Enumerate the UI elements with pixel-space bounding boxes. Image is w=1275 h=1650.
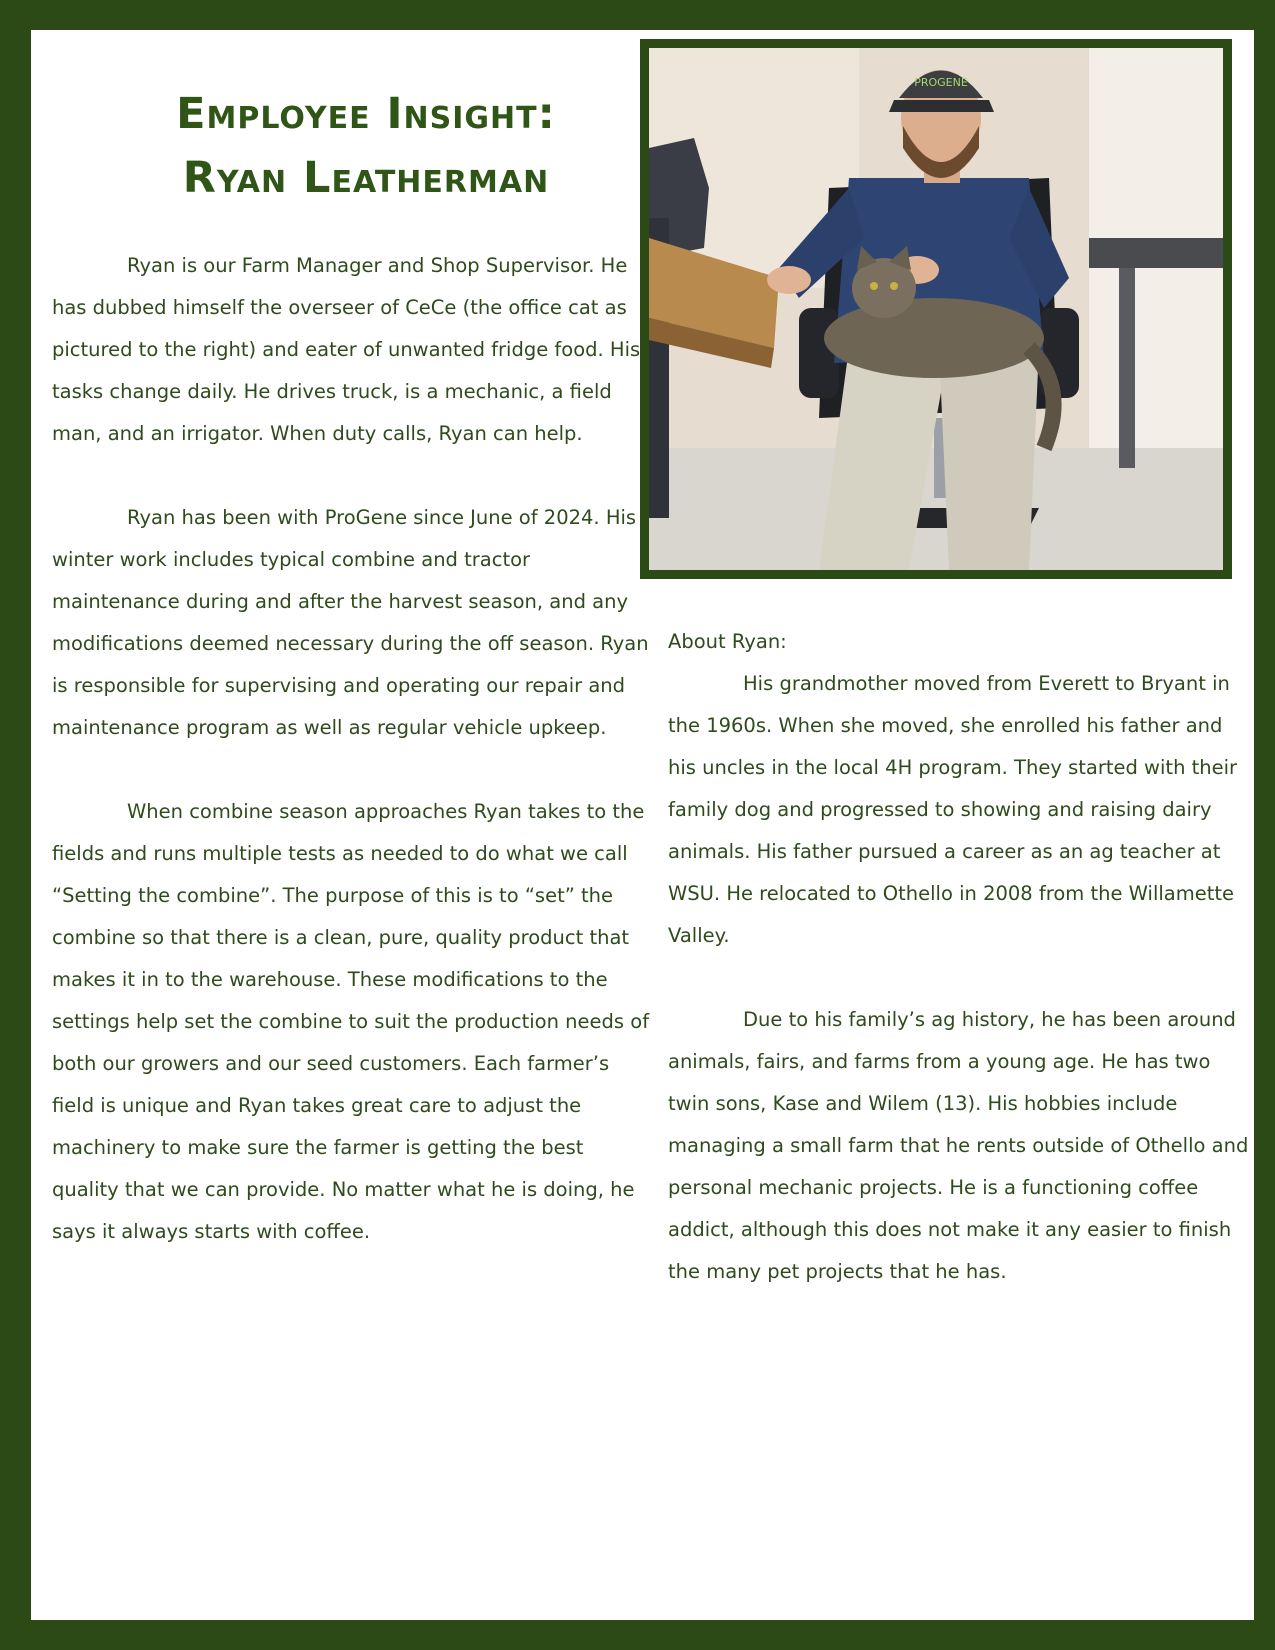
- about-heading: About Ryan:: [668, 630, 787, 653]
- work-paragraph: Ryan has been with ProGene since June of 2024. His winter work includes typical combine and tractor maintenance during and after the harvest season, and any modifications deemed necessary during the off season. Ryan is responsible for supervising and operating our repair and maintenance program as well as regular vehicle upkeep.: [52, 506, 649, 739]
- newsletter-page: [31, 30, 1254, 1620]
- left-column: [52, 245, 652, 1253]
- title-line-1: Employee Insight:: [176, 89, 556, 139]
- cap-logo-text: PROGENE: [914, 76, 968, 89]
- title-line-2: Ryan Leatherman: [182, 153, 550, 203]
- intro-paragraph: Ryan is our Farm Manager and Shop Supervisor. He has dubbed himself the overseer of CeCe (the office cat as pictured to the right) and eater of unwanted fridge food. His tasks change daily. He drives truck, is a mechanic, a field man, and an irrigator. When duty calls, Ryan can help.: [52, 254, 641, 445]
- employee-photo: [640, 39, 1232, 579]
- hobbies-paragraph: Due to his family’s ag history, he has been around animals, fairs, and farms from a young age. He has two twin sons, Kase and Wilem (13). His hobbies include managing a small farm that he rents outside of Othello and personal mechanic projects. He is a functioning coffee addict, although this does not make it any easier to finish the many pet projects that he has.: [668, 1008, 1249, 1283]
- combine-paragraph: When combine season approaches Ryan takes to the fields and runs multiple tests as needed to do what we call “Setting the combine”. The purpose of this is to “set” the combine so that there is a clean, pure, quality product that makes it in to the warehouse. These modifications to the settings help set the combine to suit the production needs of both our growers and our seed customers. Each farmer’s field is unique and Ryan takes great care to adjust the machinery to make sure the farmer is getting the best quality that we can provide. No matter what he is doing, he says it always starts with coffee.: [52, 800, 650, 1243]
- right-column: [668, 621, 1253, 1293]
- page-title: [71, 82, 661, 210]
- photo-illustration: [649, 48, 1223, 570]
- family-paragraph: His grandmother moved from Everett to Bryant in the 1960s. When she moved, she enrolled his father and his uncles in the local 4H program. They started with their family dog and progressed to showing and raising dairy animals. His father pursued a career as an ag teacher at WSU. He relocated to Othello in 2008 from the Willamette Valley.: [668, 672, 1238, 947]
